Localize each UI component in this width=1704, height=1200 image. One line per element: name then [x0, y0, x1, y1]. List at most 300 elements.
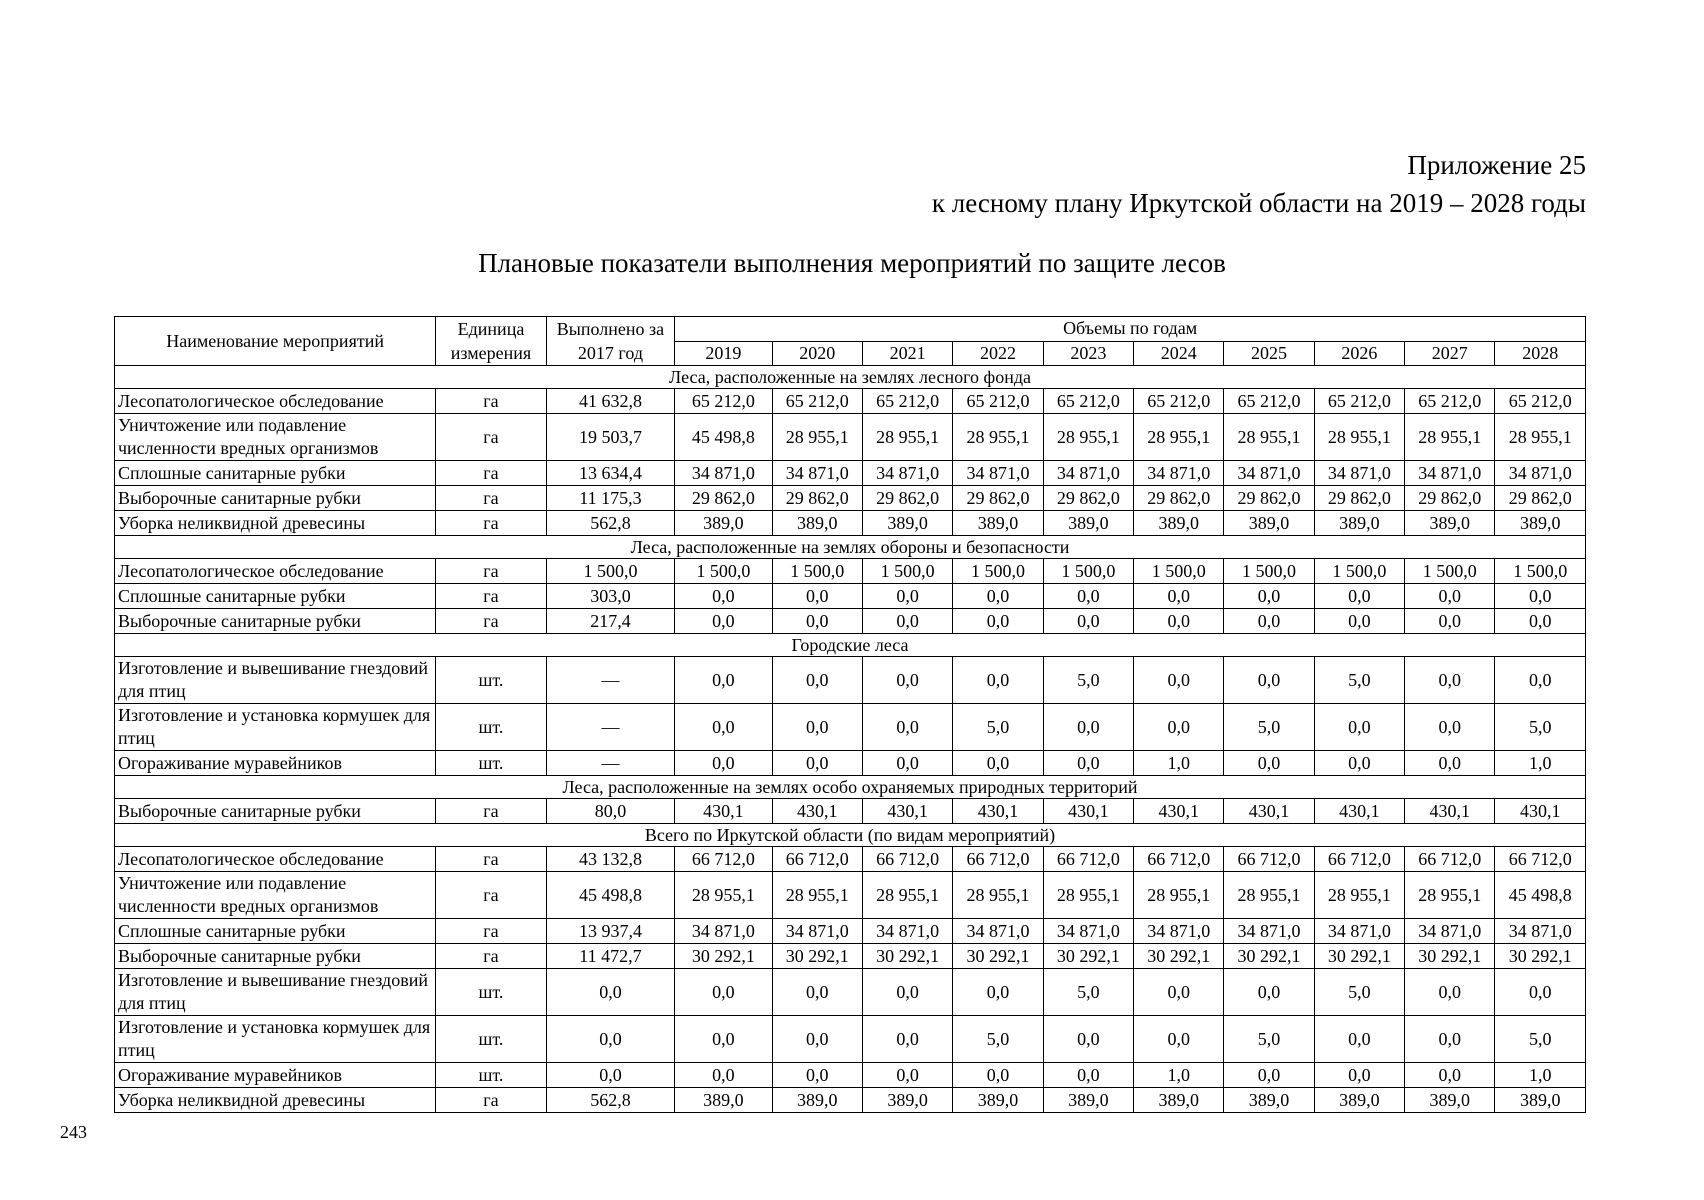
year-value-cell: 0,0 — [675, 584, 772, 609]
year-value-cell: 28 955,1 — [953, 414, 1043, 461]
year-value-cell: 28 955,1 — [1405, 414, 1495, 461]
year-value-cell: 65 212,0 — [862, 389, 952, 414]
section-title: Леса, расположенные на землях особо охраняемых природных территорий — [115, 776, 1586, 799]
year-value-cell: 0,0 — [862, 609, 952, 634]
year-value-cell: 66 712,0 — [1224, 847, 1314, 872]
year-value-cell: 0,0 — [772, 969, 862, 1016]
year-value-cell: 0,0 — [1314, 609, 1404, 634]
year-value-cell: 0,0 — [1224, 969, 1314, 1016]
table-row — [115, 799, 1586, 824]
year-value-cell: 1 500,0 — [1405, 559, 1495, 584]
year-value-cell: 28 955,1 — [1134, 872, 1224, 919]
year-value-cell: 34 871,0 — [1405, 919, 1495, 944]
year-value-cell: 1,0 — [1495, 751, 1586, 776]
plan-table — [114, 316, 1586, 1113]
year-value-cell: 1 500,0 — [675, 559, 772, 584]
activity-name: Изготовление и вывешивание гнездовий для птиц — [115, 969, 436, 1016]
year-value-cell: 34 871,0 — [1224, 461, 1314, 486]
year-value-cell: 1 500,0 — [953, 559, 1043, 584]
year-value-cell: 65 212,0 — [1224, 389, 1314, 414]
year-value-cell: 430,1 — [1224, 799, 1314, 824]
unit-cell: га — [436, 1088, 546, 1113]
activity-name: Уничтожение или подавление численности вредных организмов — [115, 872, 436, 919]
unit-cell: шт. — [436, 751, 546, 776]
year-value-cell: 389,0 — [1314, 511, 1404, 536]
year-value-cell: 65 212,0 — [1134, 389, 1224, 414]
year-value-cell: 28 955,1 — [1314, 872, 1404, 919]
year-value-cell: 34 871,0 — [862, 919, 952, 944]
year-value-cell: 430,1 — [1314, 799, 1404, 824]
unit-cell: га — [436, 389, 546, 414]
activity-name: Лесопатологическое обследование — [115, 389, 436, 414]
unit-cell: шт. — [436, 704, 546, 751]
year-value-cell: 28 955,1 — [1224, 872, 1314, 919]
year-value-cell: 0,0 — [953, 584, 1043, 609]
year-value-cell: 5,0 — [953, 704, 1043, 751]
table-row — [115, 872, 1586, 919]
year-value-cell: 1,0 — [1134, 751, 1224, 776]
unit-cell: га — [436, 584, 546, 609]
unit-cell: га — [436, 559, 546, 584]
section-row — [115, 366, 1586, 389]
year-value-cell: 34 871,0 — [1134, 919, 1224, 944]
activity-name: Сплошные санитарные рубки — [115, 461, 436, 486]
activity-name: Выборочные санитарные рубки — [115, 944, 436, 969]
year-value-cell: 5,0 — [1495, 1016, 1586, 1063]
done-2017-cell: — — [546, 657, 675, 704]
unit-cell: га — [436, 919, 546, 944]
table-row — [115, 511, 1586, 536]
header-name: Наименование мероприятий — [115, 317, 436, 366]
year-value-cell: 66 712,0 — [1495, 847, 1586, 872]
unit-cell: га — [436, 609, 546, 634]
activity-name: Сплошные санитарные рубки — [115, 919, 436, 944]
year-value-cell: 1 500,0 — [1495, 559, 1586, 584]
done-2017-cell: — — [546, 704, 675, 751]
page-number: 243 — [60, 1122, 87, 1142]
year-value-cell: 28 955,1 — [953, 872, 1043, 919]
year-value-cell: 34 871,0 — [1043, 919, 1133, 944]
year-value-cell: 0,0 — [1134, 704, 1224, 751]
year-value-cell: 0,0 — [1405, 969, 1495, 1016]
year-value-cell: 0,0 — [1224, 609, 1314, 634]
section-title: Всего по Иркутской области (по видам мероприятий) — [115, 824, 1586, 847]
year-value-cell: 5,0 — [953, 1016, 1043, 1063]
activity-name: Выборочные санитарные рубки — [115, 799, 436, 824]
done-2017-cell: 41 632,8 — [546, 389, 675, 414]
year-value-cell: 430,1 — [862, 799, 952, 824]
done-2017-cell: 1 500,0 — [546, 559, 675, 584]
activity-name: Выборочные санитарные рубки — [115, 486, 436, 511]
year-value-cell: 0,0 — [675, 657, 772, 704]
year-value-cell: 65 212,0 — [772, 389, 862, 414]
year-value-cell: 30 292,1 — [1224, 944, 1314, 969]
year-value-cell: 0,0 — [675, 1063, 772, 1088]
activity-name: Огораживание муравейников — [115, 1063, 436, 1088]
year-value-cell: 66 712,0 — [1405, 847, 1495, 872]
header-year: 2026 — [1314, 341, 1404, 366]
year-value-cell: 389,0 — [1405, 1088, 1495, 1113]
year-value-cell: 66 712,0 — [772, 847, 862, 872]
year-value-cell: 29 862,0 — [1405, 486, 1495, 511]
year-value-cell: 0,0 — [772, 1016, 862, 1063]
year-value-cell: 389,0 — [772, 1088, 862, 1113]
year-value-cell: 66 712,0 — [953, 847, 1043, 872]
done-2017-cell: 19 503,7 — [546, 414, 675, 461]
year-value-cell: 389,0 — [675, 511, 772, 536]
year-value-cell: 28 955,1 — [1134, 414, 1224, 461]
table-row — [115, 704, 1586, 751]
year-value-cell: 0,0 — [1405, 751, 1495, 776]
year-value-cell: 389,0 — [1043, 1088, 1133, 1113]
activity-name: Огораживание муравейников — [115, 751, 436, 776]
table-body — [115, 366, 1586, 1113]
unit-cell: га — [436, 511, 546, 536]
year-value-cell: 0,0 — [1314, 1063, 1404, 1088]
year-value-cell: 0,0 — [772, 1063, 862, 1088]
header-year: 2019 — [675, 341, 772, 366]
activity-name: Уничтожение или подавление численности вредных организмов — [115, 414, 436, 461]
year-value-cell: 30 292,1 — [1314, 944, 1404, 969]
year-value-cell: 389,0 — [1495, 1088, 1586, 1113]
unit-cell: шт. — [436, 657, 546, 704]
year-value-cell: 34 871,0 — [772, 461, 862, 486]
table-row — [115, 414, 1586, 461]
year-value-cell: 430,1 — [675, 799, 772, 824]
year-value-cell: 0,0 — [862, 969, 952, 1016]
year-value-cell: 34 871,0 — [1405, 461, 1495, 486]
year-value-cell: 1 500,0 — [1043, 559, 1133, 584]
year-value-cell: 29 862,0 — [1495, 486, 1586, 511]
section-title: Леса, расположенные на землях лесного фонда — [115, 366, 1586, 389]
year-value-cell: 30 292,1 — [862, 944, 952, 969]
year-value-cell: 0,0 — [953, 751, 1043, 776]
year-value-cell: 0,0 — [675, 751, 772, 776]
year-value-cell: 28 955,1 — [1495, 414, 1586, 461]
year-value-cell: 389,0 — [1134, 1088, 1224, 1113]
year-value-cell: 5,0 — [1314, 657, 1404, 704]
activity-name: Изготовление и установка кормушек для птиц — [115, 704, 436, 751]
year-value-cell: 389,0 — [1043, 511, 1133, 536]
year-value-cell: 389,0 — [953, 1088, 1043, 1113]
year-value-cell: 0,0 — [1314, 704, 1404, 751]
year-value-cell: 5,0 — [1224, 1016, 1314, 1063]
done-2017-cell: — — [546, 751, 675, 776]
year-value-cell: 0,0 — [1224, 1063, 1314, 1088]
year-value-cell: 430,1 — [1495, 799, 1586, 824]
appendix-reference: к лесному плану Иркутской области на 2019 – 2028 годы — [931, 188, 1586, 218]
section-row — [115, 536, 1586, 559]
header-done: Выполнено за 2017 год — [546, 317, 675, 366]
year-value-cell: 66 712,0 — [675, 847, 772, 872]
unit-cell: га — [436, 799, 546, 824]
year-value-cell: 0,0 — [1405, 704, 1495, 751]
year-value-cell: 65 212,0 — [1495, 389, 1586, 414]
year-value-cell: 5,0 — [1495, 704, 1586, 751]
year-value-cell: 0,0 — [1043, 1063, 1133, 1088]
done-2017-cell: 0,0 — [546, 969, 675, 1016]
year-value-cell: 389,0 — [862, 511, 952, 536]
year-value-cell: 0,0 — [1043, 609, 1133, 634]
year-value-cell: 1 500,0 — [862, 559, 952, 584]
year-value-cell: 28 955,1 — [1043, 414, 1133, 461]
year-value-cell: 1,0 — [1495, 1063, 1586, 1088]
year-value-cell: 0,0 — [1405, 584, 1495, 609]
year-value-cell: 0,0 — [675, 609, 772, 634]
year-value-cell: 30 292,1 — [1495, 944, 1586, 969]
year-value-cell: 1 500,0 — [772, 559, 862, 584]
year-value-cell: 34 871,0 — [1224, 919, 1314, 944]
year-value-cell: 66 712,0 — [1314, 847, 1404, 872]
year-value-cell: 0,0 — [772, 584, 862, 609]
year-value-cell: 29 862,0 — [772, 486, 862, 511]
unit-cell: га — [436, 944, 546, 969]
year-value-cell: 29 862,0 — [953, 486, 1043, 511]
activity-name: Изготовление и вывешивание гнездовий для птиц — [115, 657, 436, 704]
section-row — [115, 824, 1586, 847]
done-2017-cell: 13 634,4 — [546, 461, 675, 486]
year-value-cell: 1 500,0 — [1314, 559, 1404, 584]
year-value-cell: 34 871,0 — [1314, 919, 1404, 944]
header-year: 2021 — [862, 341, 952, 366]
year-value-cell: 389,0 — [1224, 1088, 1314, 1113]
year-value-cell: 29 862,0 — [862, 486, 952, 511]
year-value-cell: 28 955,1 — [772, 872, 862, 919]
header-year: 2028 — [1495, 341, 1586, 366]
header-year: 2023 — [1043, 341, 1133, 366]
year-value-cell: 0,0 — [1495, 969, 1586, 1016]
year-value-cell: 389,0 — [953, 511, 1043, 536]
year-value-cell: 34 871,0 — [953, 919, 1043, 944]
year-value-cell: 0,0 — [1405, 1016, 1495, 1063]
year-value-cell: 34 871,0 — [953, 461, 1043, 486]
year-value-cell: 28 955,1 — [772, 414, 862, 461]
year-value-cell: 0,0 — [1134, 1016, 1224, 1063]
year-value-cell: 0,0 — [1495, 657, 1586, 704]
year-value-cell: 34 871,0 — [1495, 919, 1586, 944]
document-title: Плановые показатели выполнения мероприятий по защите лесов — [478, 248, 1226, 278]
year-value-cell: 1 500,0 — [1134, 559, 1224, 584]
table-row — [115, 751, 1586, 776]
year-value-cell: 0,0 — [1495, 584, 1586, 609]
year-value-cell: 389,0 — [1495, 511, 1586, 536]
year-value-cell: 5,0 — [1224, 704, 1314, 751]
year-value-cell: 65 212,0 — [1043, 389, 1133, 414]
appendix-heading — [932, 146, 1586, 222]
year-value-cell: 28 955,1 — [675, 872, 772, 919]
year-value-cell: 0,0 — [1314, 584, 1404, 609]
year-value-cell: 34 871,0 — [1134, 461, 1224, 486]
done-2017-cell: 217,4 — [546, 609, 675, 634]
year-value-cell: 28 955,1 — [1405, 872, 1495, 919]
year-value-cell: 5,0 — [1314, 969, 1404, 1016]
year-value-cell: 28 955,1 — [862, 414, 952, 461]
year-value-cell: 0,0 — [772, 751, 862, 776]
year-value-cell: 389,0 — [1224, 511, 1314, 536]
done-2017-cell: 43 132,8 — [546, 847, 675, 872]
done-2017-cell: 562,8 — [546, 1088, 675, 1113]
year-value-cell: 65 212,0 — [675, 389, 772, 414]
year-value-cell: 0,0 — [675, 1016, 772, 1063]
year-value-cell: 0,0 — [953, 657, 1043, 704]
table-row — [115, 389, 1586, 414]
year-value-cell: 1 500,0 — [1224, 559, 1314, 584]
year-value-cell: 430,1 — [1134, 799, 1224, 824]
year-value-cell: 34 871,0 — [675, 461, 772, 486]
done-2017-cell: 562,8 — [546, 511, 675, 536]
year-value-cell: 430,1 — [1043, 799, 1133, 824]
activity-name: Лесопатологическое обследование — [115, 847, 436, 872]
activity-name: Изготовление и установка кормушек для птиц — [115, 1016, 436, 1063]
header-year: 2025 — [1224, 341, 1314, 366]
year-value-cell: 430,1 — [772, 799, 862, 824]
year-value-cell: 30 292,1 — [953, 944, 1043, 969]
year-value-cell: 389,0 — [675, 1088, 772, 1113]
done-2017-cell: 303,0 — [546, 584, 675, 609]
year-value-cell: 28 955,1 — [1043, 872, 1133, 919]
table-row — [115, 847, 1586, 872]
unit-cell: га — [436, 486, 546, 511]
unit-cell: шт. — [436, 1016, 546, 1063]
year-value-cell: 389,0 — [862, 1088, 952, 1113]
done-2017-cell: 0,0 — [546, 1016, 675, 1063]
section-title: Городские леса — [115, 634, 1586, 657]
year-value-cell: 29 862,0 — [1134, 486, 1224, 511]
year-value-cell: 0,0 — [772, 704, 862, 751]
done-2017-cell: 0,0 — [546, 1063, 675, 1088]
year-value-cell: 0,0 — [772, 657, 862, 704]
year-value-cell: 0,0 — [1405, 1063, 1495, 1088]
table-row — [115, 919, 1586, 944]
year-value-cell: 65 212,0 — [953, 389, 1043, 414]
appendix-number: Приложение 25 — [1407, 150, 1586, 180]
year-value-cell: 0,0 — [1224, 751, 1314, 776]
year-value-cell: 45 498,8 — [675, 414, 772, 461]
year-value-cell: 30 292,1 — [1134, 944, 1224, 969]
year-value-cell: 29 862,0 — [675, 486, 772, 511]
year-value-cell: 34 871,0 — [1043, 461, 1133, 486]
year-value-cell: 34 871,0 — [862, 461, 952, 486]
year-value-cell: 0,0 — [1134, 657, 1224, 704]
year-value-cell: 0,0 — [953, 609, 1043, 634]
table-row — [115, 657, 1586, 704]
done-2017-cell: 11 472,7 — [546, 944, 675, 969]
year-value-cell: 0,0 — [862, 751, 952, 776]
year-value-cell: 29 862,0 — [1314, 486, 1404, 511]
year-value-cell: 0,0 — [1405, 657, 1495, 704]
done-2017-cell: 11 175,3 — [546, 486, 675, 511]
year-value-cell: 30 292,1 — [1405, 944, 1495, 969]
year-value-cell: 0,0 — [862, 584, 952, 609]
year-value-cell: 0,0 — [1224, 584, 1314, 609]
year-value-cell: 0,0 — [862, 1063, 952, 1088]
year-value-cell: 0,0 — [862, 657, 952, 704]
year-value-cell: 0,0 — [772, 609, 862, 634]
table-row — [115, 1016, 1586, 1063]
unit-cell: га — [436, 872, 546, 919]
header-volumes: Объемы по годам — [675, 317, 1586, 342]
year-value-cell: 0,0 — [1043, 704, 1133, 751]
year-value-cell: 389,0 — [1314, 1088, 1404, 1113]
year-value-cell: 34 871,0 — [1314, 461, 1404, 486]
year-value-cell: 65 212,0 — [1405, 389, 1495, 414]
year-value-cell: 30 292,1 — [675, 944, 772, 969]
year-value-cell: 0,0 — [1134, 969, 1224, 1016]
year-value-cell: 0,0 — [1314, 751, 1404, 776]
activity-name: Лесопатологическое обследование — [115, 559, 436, 584]
year-value-cell: 430,1 — [953, 799, 1043, 824]
year-value-cell: 28 955,1 — [1224, 414, 1314, 461]
year-value-cell: 0,0 — [1043, 751, 1133, 776]
unit-cell: шт. — [436, 969, 546, 1016]
year-value-cell: 0,0 — [1043, 584, 1133, 609]
header-year: 2022 — [953, 341, 1043, 366]
year-value-cell: 0,0 — [862, 1016, 952, 1063]
done-2017-cell: 45 498,8 — [546, 872, 675, 919]
year-value-cell: 0,0 — [1134, 584, 1224, 609]
unit-cell: га — [436, 461, 546, 486]
year-value-cell: 0,0 — [1043, 1016, 1133, 1063]
year-value-cell: 0,0 — [675, 704, 772, 751]
year-value-cell: 29 862,0 — [1043, 486, 1133, 511]
table-row — [115, 559, 1586, 584]
year-value-cell: 45 498,8 — [1495, 872, 1586, 919]
year-value-cell: 0,0 — [1495, 609, 1586, 634]
table-row — [115, 969, 1586, 1016]
header-year: 2020 — [772, 341, 862, 366]
section-title: Леса, расположенные на землях обороны и безопасности — [115, 536, 1586, 559]
year-value-cell: 65 212,0 — [1314, 389, 1404, 414]
year-value-cell: 34 871,0 — [675, 919, 772, 944]
year-value-cell: 34 871,0 — [1495, 461, 1586, 486]
year-value-cell: 0,0 — [1134, 609, 1224, 634]
unit-cell: шт. — [436, 1063, 546, 1088]
table-row — [115, 486, 1586, 511]
activity-name: Уборка неликвидной древесины — [115, 511, 436, 536]
year-value-cell: 0,0 — [953, 1063, 1043, 1088]
activity-name: Выборочные санитарные рубки — [115, 609, 436, 634]
year-value-cell: 30 292,1 — [772, 944, 862, 969]
year-value-cell: 5,0 — [1043, 969, 1133, 1016]
table-row — [115, 609, 1586, 634]
done-2017-cell: 80,0 — [546, 799, 675, 824]
year-value-cell: 389,0 — [772, 511, 862, 536]
year-value-cell: 30 292,1 — [1043, 944, 1133, 969]
year-value-cell: 0,0 — [1405, 609, 1495, 634]
year-value-cell: 0,0 — [675, 969, 772, 1016]
year-value-cell: 0,0 — [953, 969, 1043, 1016]
year-value-cell: 0,0 — [1224, 657, 1314, 704]
header-year: 2027 — [1405, 341, 1495, 366]
year-value-cell: 430,1 — [1405, 799, 1495, 824]
table-row — [115, 584, 1586, 609]
year-value-cell: 66 712,0 — [1043, 847, 1133, 872]
activity-name: Уборка неликвидной древесины — [115, 1088, 436, 1113]
table-row — [115, 1063, 1586, 1088]
table-row — [115, 1088, 1586, 1113]
table-row — [115, 944, 1586, 969]
year-value-cell: 1,0 — [1134, 1063, 1224, 1088]
table-row — [115, 461, 1586, 486]
header-year: 2024 — [1134, 341, 1224, 366]
year-value-cell: 66 712,0 — [1134, 847, 1224, 872]
year-value-cell: 28 955,1 — [862, 872, 952, 919]
unit-cell: га — [436, 414, 546, 461]
year-value-cell: 389,0 — [1134, 511, 1224, 536]
section-row — [115, 776, 1586, 799]
year-value-cell: 0,0 — [1314, 1016, 1404, 1063]
year-value-cell: 389,0 — [1405, 511, 1495, 536]
